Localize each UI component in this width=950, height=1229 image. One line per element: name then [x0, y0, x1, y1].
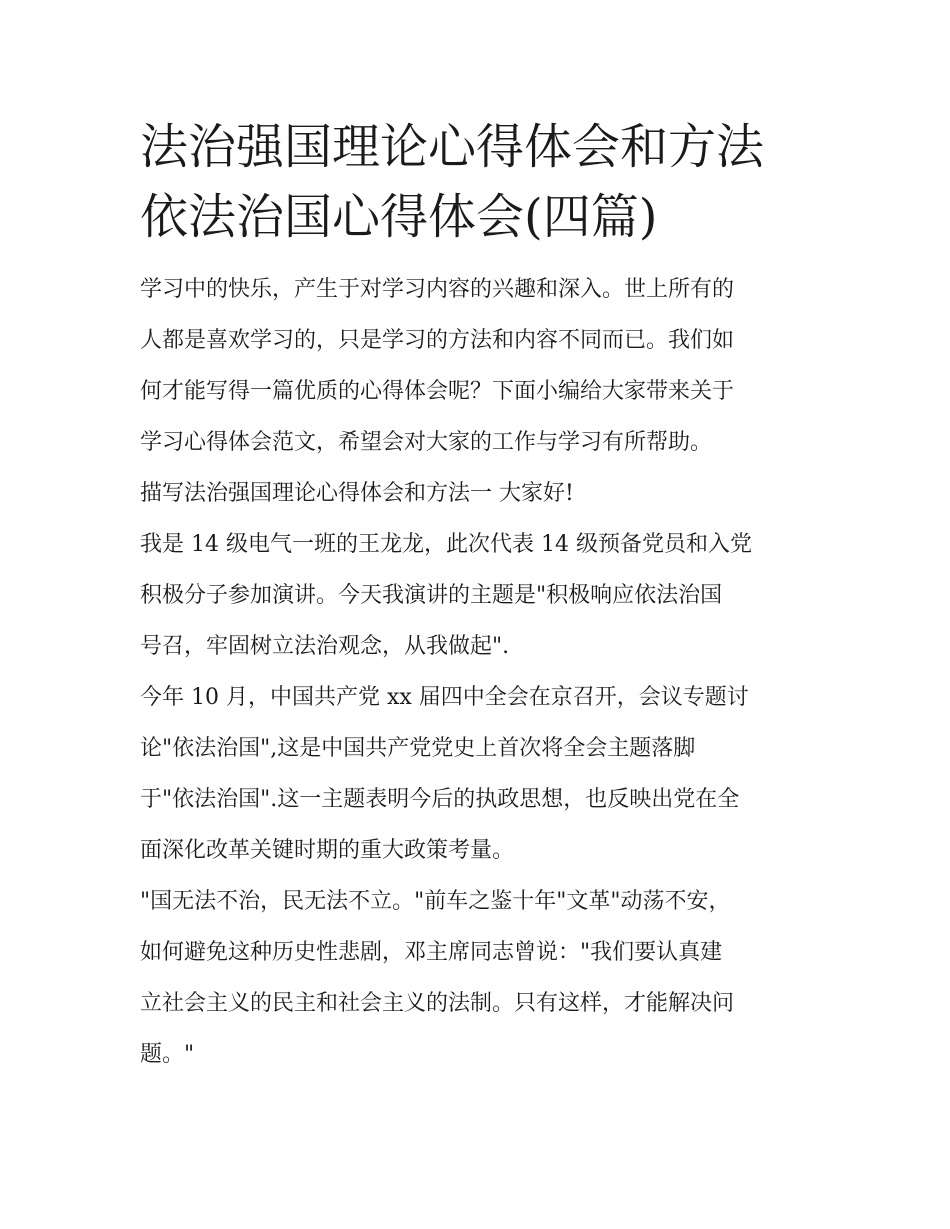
text-line: 描写法治强国理论心得体会和方法一 大家好! [140, 481, 574, 506]
text-line: 号召，牢固树立法治观念，从我做起". [140, 634, 510, 659]
title-line: 法治强国理论心得体会和方法 [140, 119, 765, 175]
text-line: 学习中的快乐，产生于对学习内容的兴趣和深入。世上所有的 [140, 277, 735, 302]
document-body [140, 264, 820, 1080]
paragraph-section-heading [140, 468, 820, 519]
paragraph-intro [140, 264, 820, 468]
text-line: 如何避免这种历史性悲剧，邓主席同志曾说："我们要认真建 [140, 940, 723, 965]
document-title [140, 112, 820, 252]
text-line: 何才能写得一篇优质的心得体会呢？下面小编给大家带来关于 [140, 379, 735, 404]
text-line: 论"依法治国",这是中国共产党党史上首次将全会主题落脚 [140, 736, 696, 761]
text-line: 今年 10 月，中国共产党 xx 届四中全会在京召开，会议专题讨 [140, 685, 749, 710]
text-line: 于"依法治国".这一主题表明今后的执政思想，也反映出党在全 [140, 787, 740, 812]
text-line: 题。" [140, 1042, 195, 1067]
paragraph-plenary [140, 672, 820, 876]
paragraph-speaker-intro [140, 519, 820, 672]
text-line: 我是 14 级电气一班的王龙龙，此次代表 14 级预备党员和入党 [140, 532, 752, 557]
paragraph-quote [140, 876, 820, 1080]
text-line: 积极分子参加演讲。今天我演讲的主题是"积极响应依法治国 [140, 583, 723, 608]
title-line: 依法治国心得体会(四篇) [140, 189, 658, 245]
document-content [140, 112, 820, 1080]
text-line: 立社会主义的民主和社会主义的法制。只有这样，才能解决问 [140, 991, 735, 1016]
text-line: 面深化改革关键时期的重大政策考量。 [140, 838, 515, 863]
text-line: "国无法不治，民无法不立。"前车之鉴十年"文革"动荡不安， [140, 889, 731, 914]
text-line: 人都是喜欢学习的，只是学习的方法和内容不同而已。我们如 [140, 328, 735, 353]
text-line: 学习心得体会范文，希望会对大家的工作与学习有所帮助。 [140, 430, 713, 455]
